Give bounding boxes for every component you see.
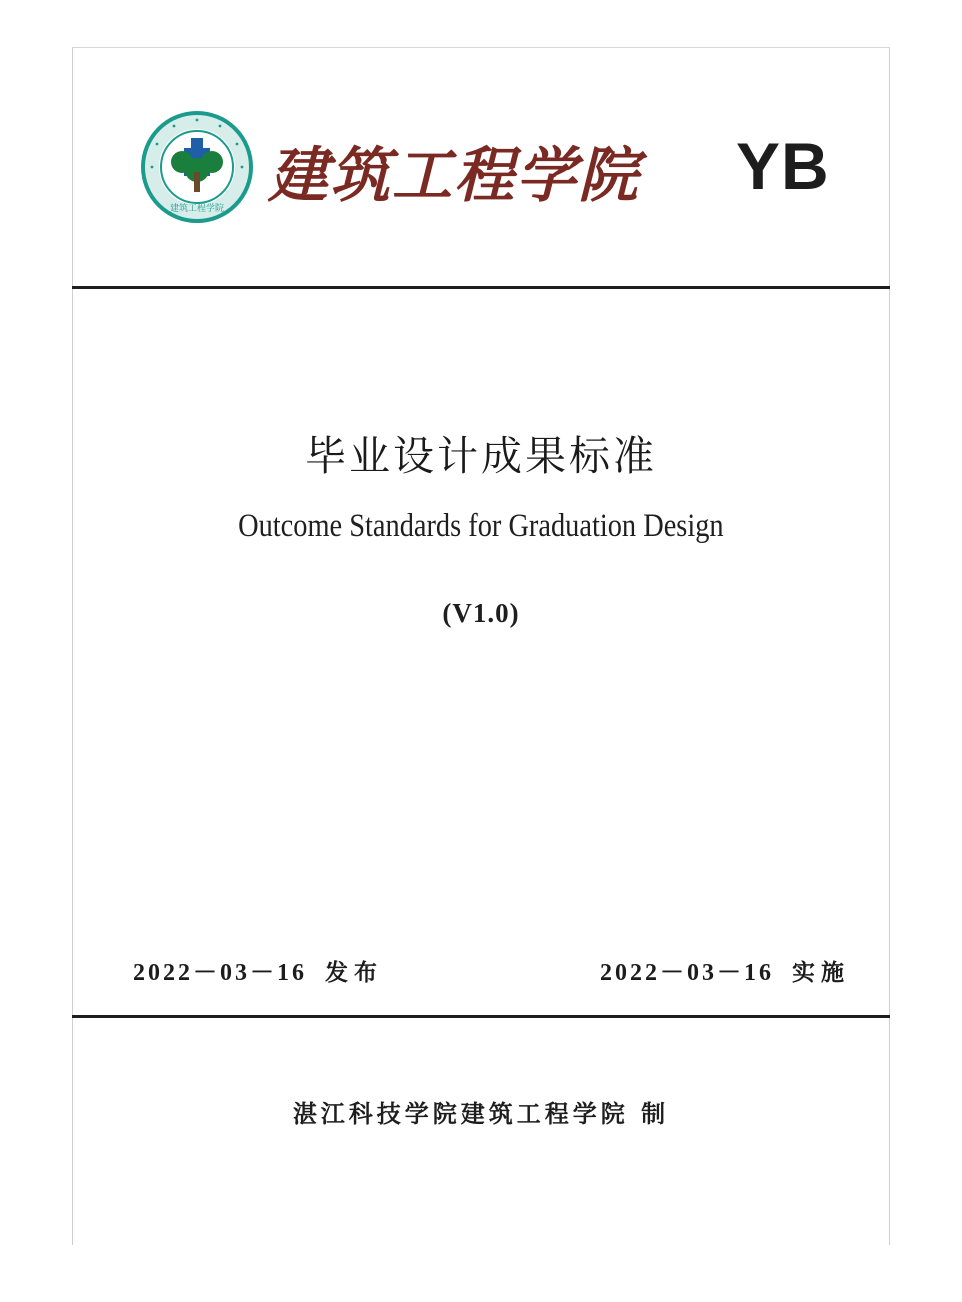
document-title-english: Outcome Standards for Graduation Design <box>238 508 724 544</box>
effective-date-block <box>600 952 850 987</box>
release-label: 发布 <box>325 960 383 986</box>
header-divider <box>72 286 890 289</box>
release-date-block <box>133 952 383 987</box>
effective-label: 实施 <box>792 960 850 986</box>
page-frame <box>72 47 890 1245</box>
document-title-chinese: 毕业设计成果标准 <box>305 432 657 480</box>
release-date: 2022－03－16 <box>133 960 307 986</box>
publisher-line: 湛江科技学院建筑工程学院 制 <box>292 1100 670 1128</box>
school-name: 建筑工程学院 <box>268 141 640 211</box>
effective-date: 2022－03－16 <box>600 960 774 986</box>
document-version: (V1.0) <box>442 598 520 628</box>
college-emblem-icon <box>140 110 254 224</box>
footer-divider <box>72 1015 890 1018</box>
standard-code: YB <box>736 129 830 203</box>
emblem-bottom-text: 建筑工程学院 <box>169 204 225 214</box>
